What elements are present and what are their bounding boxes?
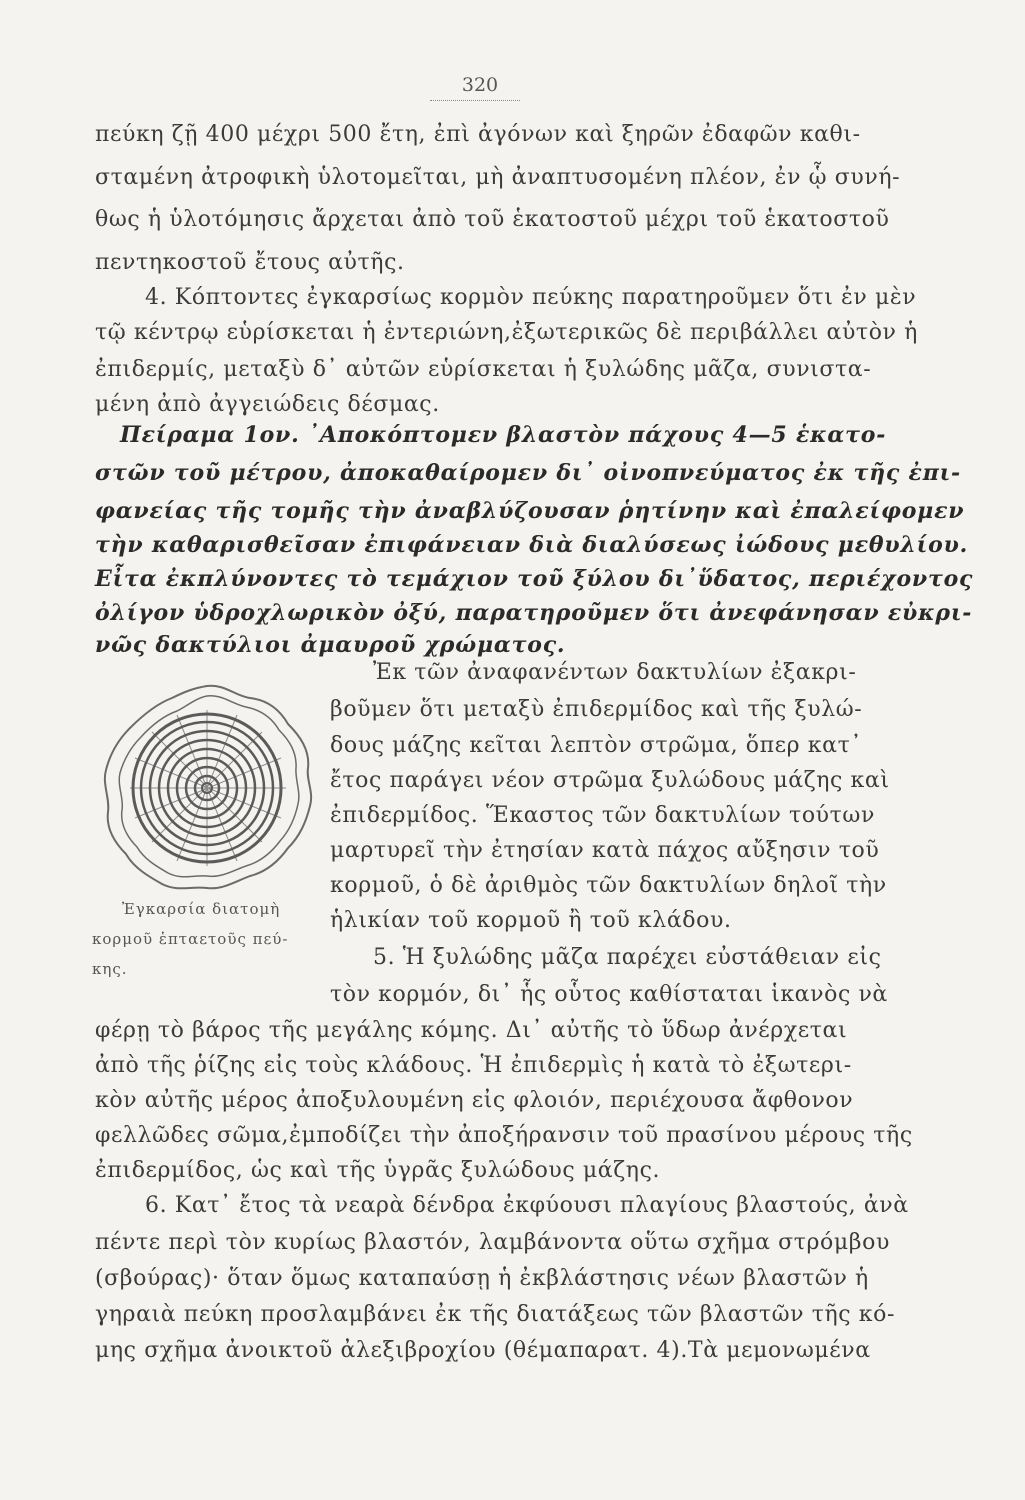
text-line: κορμοῦ, ὁ δὲ ἀριθμὸς τῶν δακτυλίων δηλοῖ τὴν <box>330 873 887 898</box>
text-line: 4. Κόπτοντες ἐγκαρσίως κορμὸν πεύκης παρατηροῦμεν ὅτι ἐν μὲν <box>145 285 917 310</box>
experiment-line: νῶς δακτύλιοι ἀμαυροῦ χρώματος. <box>95 632 566 658</box>
text-line: 6. Κατ᾽ ἔτος τὰ νεαρὰ δένδρα ἐκφύουσι πλαγίους βλαστούς, ἀνὰ <box>145 1193 909 1218</box>
text-line: ἡλικίαν τοῦ κορμοῦ ἢ τοῦ κλάδου. <box>330 908 732 933</box>
text-line: (σβούρας)· ὅταν ὅμως καταπαύσῃ ἡ ἐκβλάστησις νέων βλαστῶν ἡ <box>95 1266 869 1291</box>
text-line: μαρτυρεῖ τὴν ἐτησίαν κατὰ πάχος αὔξησιν τοῦ <box>330 838 880 863</box>
text-line: δους μάζης κεῖται λεπτὸν στρῶμα, ὅπερ κατ᾽ <box>330 733 862 758</box>
text-line: τῷ κέντρῳ εὑρίσκεται ἡ ἐντεριώνη,ἐξωτερικῶς δὲ περιβάλλει αὐτὸν ἡ <box>95 320 918 345</box>
experiment-line: Εἶτα ἐκπλύνοντες τὸ τεμάχιον τοῦ ξύλου δι᾽ὕδατος, περιέχοντος <box>95 566 974 592</box>
text-line: πεύκη ζῇ 400 μέχρι 500 ἔτη, ἐπὶ ἀγόνων καὶ ξηρῶν ἐδαφῶν καθι- <box>95 122 861 147</box>
trunk-cross-section-figure <box>100 680 315 895</box>
experiment-line: τὴν καθαρισθεῖσαν ἐπιφάνειαν διὰ διαλύσεως ἰώδους μεθυλίου. <box>95 532 969 558</box>
text-line: ἐπιδερμίδος. Ἕκαστος τῶν δακτυλίων τούτων <box>330 803 875 828</box>
text-line: 5. Ἡ ξυλώδης μᾶζα παρέχει εὐστάθειαν εἰς <box>373 945 882 970</box>
text-line: τὸν κορμόν, δι᾽ ἧς οὗτος καθίσταται ἱκανὸς νὰ <box>330 982 888 1007</box>
figure-caption-line: Ἐγκαρσία διατομὴ <box>122 900 281 918</box>
page-number-rule <box>430 100 520 101</box>
text-line: ἔτος παράγει νέον στρῶμα ξυλώδους μάζης καὶ <box>330 768 890 793</box>
figure-caption-line: κορμοῦ ἑπταετοῦς πεύ- <box>92 930 289 948</box>
text-line: σταμένη ἀτροφικὴ ὑλοτομεῖται, μὴ ἀναπτυσομένη πλέον, ἐν ᾧ συνή- <box>95 165 901 190</box>
text-line: κὸν αὐτῆς μέρος ἀποξυλουμένη εἰς φλοιόν, περιέχουσα ἄφθονον <box>95 1088 854 1113</box>
text-line: μένη ἀπὸ ἀγγειώδεις δέσμας. <box>95 392 440 417</box>
experiment-line: ὀλίγον ὑδροχλωρικὸν ὀξύ, παρατηροῦμεν ὅτι ἀνεφάνησαν εὐκρι- <box>95 600 973 626</box>
text-line: ἐπιδερμίδος, ὡς καὶ τῆς ὑγρᾶς ξυλώδους μάζης. <box>95 1158 661 1183</box>
text-line: μης σχῆμα ἀνοικτοῦ ἀλεξιβροχίου (θέμαπαρατ. 4).Τὰ μεμονωμένα <box>95 1338 871 1363</box>
text-line: φέρῃ τὸ βάρος τῆς μεγάλης κόμης. Δι᾽ αὐτῆς τὸ ὕδωρ ἀνέρχεται <box>95 1018 848 1043</box>
text-line: πέντε περὶ τὸν κυρίως βλαστόν, λαμβάνοντα οὕτω σχῆμα στρόμβου <box>95 1230 890 1255</box>
text-line: ἀπὸ τῆς ῥίζης εἰς τοὺς κλάδους. Ἡ ἐπιδερμὶς ἡ κατὰ τὸ ἐξωτερι- <box>95 1053 852 1078</box>
text-line: ἐπιδερμίς, μεταξὺ δ᾽ αὐτῶν εὑρίσκεται ἡ ξυλώδης μᾶζα, συνιστα- <box>95 357 872 382</box>
page-number: 320 <box>461 74 499 96</box>
text-line: φελλῶδες σῶμα,ἐμποδίζει τὴν ἀποξήρανσιν τοῦ πρασίνου μέρους τῆς <box>95 1123 913 1148</box>
figure-caption-line: κης. <box>92 960 128 978</box>
text-line: Ἐκ τῶν ἀναφανέντων δακτυλίων ἐξακρι- <box>373 660 857 685</box>
text-line: θως ἡ ὑλοτόμησις ἄρχεται ἀπὸ τοῦ ἑκατοστοῦ μέχρι τοῦ ἑκατοστοῦ <box>95 207 890 232</box>
experiment-line: Πείραμα 1ον. ᾿Αποκόπτομεν βλαστὸν πάχους 4—5 ἑκατο- <box>120 422 887 448</box>
text-line: πεντηκοστοῦ ἔτους αὐτῆς. <box>95 250 405 275</box>
text-line: βοῦμεν ὅτι μεταξὺ ἐπιδερμίδος καὶ τῆς ξυλώ- <box>330 697 863 722</box>
experiment-line: στῶν τοῦ μέτρου, ἀποκαθαίρομεν δι᾽ οἰνοπνεύματος ἐκ τῆς ἐπι- <box>95 460 961 486</box>
experiment-line: φανείας τῆς τομῆς τὴν ἀναβλύζουσαν ῥητίνην καὶ ἐπαλείφομεν <box>95 498 965 524</box>
text-line: γηραιὰ πεύκη προσλαμβάνει ἐκ τῆς διατάξεως τῶν βλαστῶν τῆς κό- <box>95 1302 895 1327</box>
tree-rings-illustration <box>100 680 315 895</box>
